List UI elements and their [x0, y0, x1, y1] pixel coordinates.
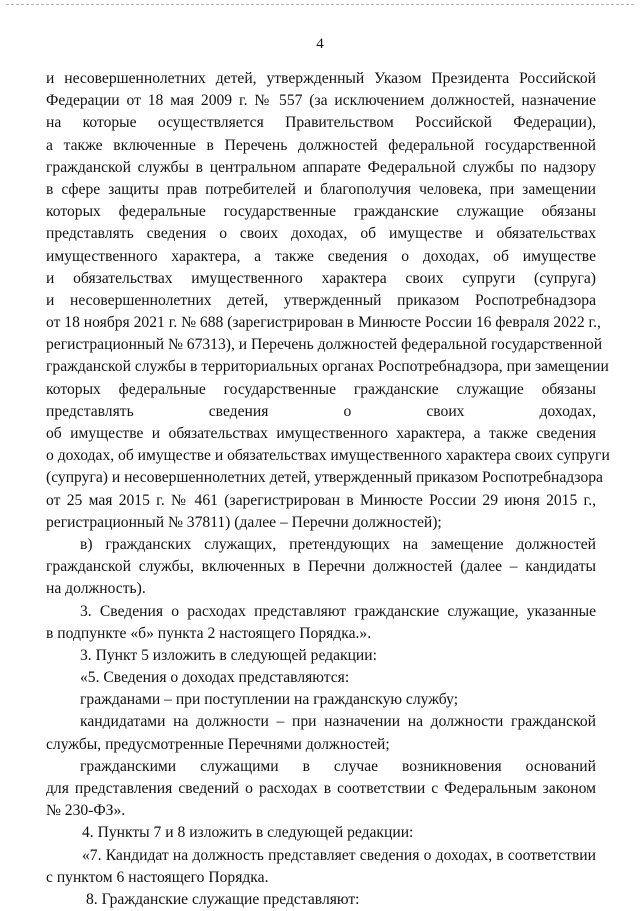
text-line: а также включенные в Перечень должностей федеральной государственной	[46, 136, 596, 154]
text-line: которых федеральные государственные гражданские служащие обязаны	[46, 203, 596, 221]
text-line: Федерации от 18 мая 2009 г. № 557 (за исключением должностей, назначение	[46, 92, 596, 110]
text-line: гражданской службы, включенных в Перечни должностей (далее – кандидаты	[46, 558, 596, 576]
text-line: от 18 ноября 2021 г. № 688 (зарегистрирован в Минюсте России 16 февраля 2022 г.,	[46, 314, 601, 332]
text-line: гражданской службы в территориальных органах Роспотребнадзора, при замещении	[46, 358, 609, 376]
text-line: кандидатами на должности – при назначении на должности гражданской	[80, 713, 596, 731]
text-line: 8. Гражданские служащие представляют:	[86, 890, 360, 908]
page-number: 4	[316, 36, 324, 52]
text-line: регистрационный № 37811) (далее – Перечни должностей);	[46, 513, 442, 531]
text-line: и несовершеннолетних детей, утвержденный приказом Роспотребнадзора	[46, 291, 596, 309]
text-line: для представления сведений о расходах в соответствии с Федеральным законом	[46, 780, 596, 797]
text-line: регистрационный № 67313), и Перечень должностей федеральной государственной	[46, 336, 603, 354]
text-line: с пунктом 6 настоящего Порядка.	[46, 868, 269, 886]
text-line: имущественного характера, а также сведения о доходах, об имуществе	[46, 247, 596, 265]
text-line: на должность).	[46, 580, 146, 598]
text-line: и обязательствах имущественного характера своих супруги (супруга)	[46, 269, 596, 287]
text-line: гражданской службы в центральном аппарате Федеральной службы по надзору	[46, 158, 596, 176]
text-line: «7. Кандидат на должность представляет сведения о доходах, в соответствии	[82, 846, 596, 864]
text-line: гражданами – при поступлении на гражданскую службу;	[80, 691, 459, 709]
text-line: в подпункте «б» пункта 2 настоящего Порядка.».	[46, 624, 372, 642]
document-body	[46, 68, 610, 911]
text-line: «5. Сведения о доходах представляются:	[80, 669, 350, 687]
text-line: от 25 мая 2015 г. № 461 (зарегистрирован в Минюсте России 29 июня 2015 г.,	[46, 491, 596, 509]
text-line: № 230-ФЗ».	[46, 802, 126, 820]
page-top-edge	[6, 4, 634, 5]
text-line: представлять сведения о своих доходах, об имуществе и обязательствах	[46, 225, 596, 243]
text-line: 3. Сведения о расходах представляют гражданские служащие, указанные	[80, 602, 596, 620]
text-line: службы, предусмотренные Перечнями должностей;	[46, 735, 390, 753]
text-line: которых федеральные государственные гражданские служащие обязаны	[46, 380, 596, 398]
text-line: 4. Пункты 7 и 8 изложить в следующей редакции:	[82, 824, 414, 842]
text-line: в) гражданских служащих, претендующих на замещение должностей	[80, 535, 596, 553]
text-line: представлять сведения о своих доходах,	[46, 402, 596, 420]
text-line: в сфере защиты прав потребителей и благополучия человека, при замещении	[46, 180, 596, 198]
text-line: об имуществе и обязательствах имущественного характера, а также сведения	[46, 425, 596, 442]
text-line: на которые осуществляется Правительством Российской Федерации),	[46, 114, 596, 132]
text-line: 3. Пункт 5 изложить в следующей редакции:	[80, 646, 377, 664]
text-line: (супруга) и несовершеннолетних детей, утвержденный приказом Роспотребнадзора	[46, 469, 603, 487]
text-line: гражданскими служащими в случае возникновения оснований	[80, 757, 596, 775]
text-line: и несовершеннолетних детей, утвержденный Указом Президента Российской	[46, 70, 596, 87]
text-line: о доходах, об имуществе и обязательствах имущественного характера своих супруги	[46, 447, 610, 465]
